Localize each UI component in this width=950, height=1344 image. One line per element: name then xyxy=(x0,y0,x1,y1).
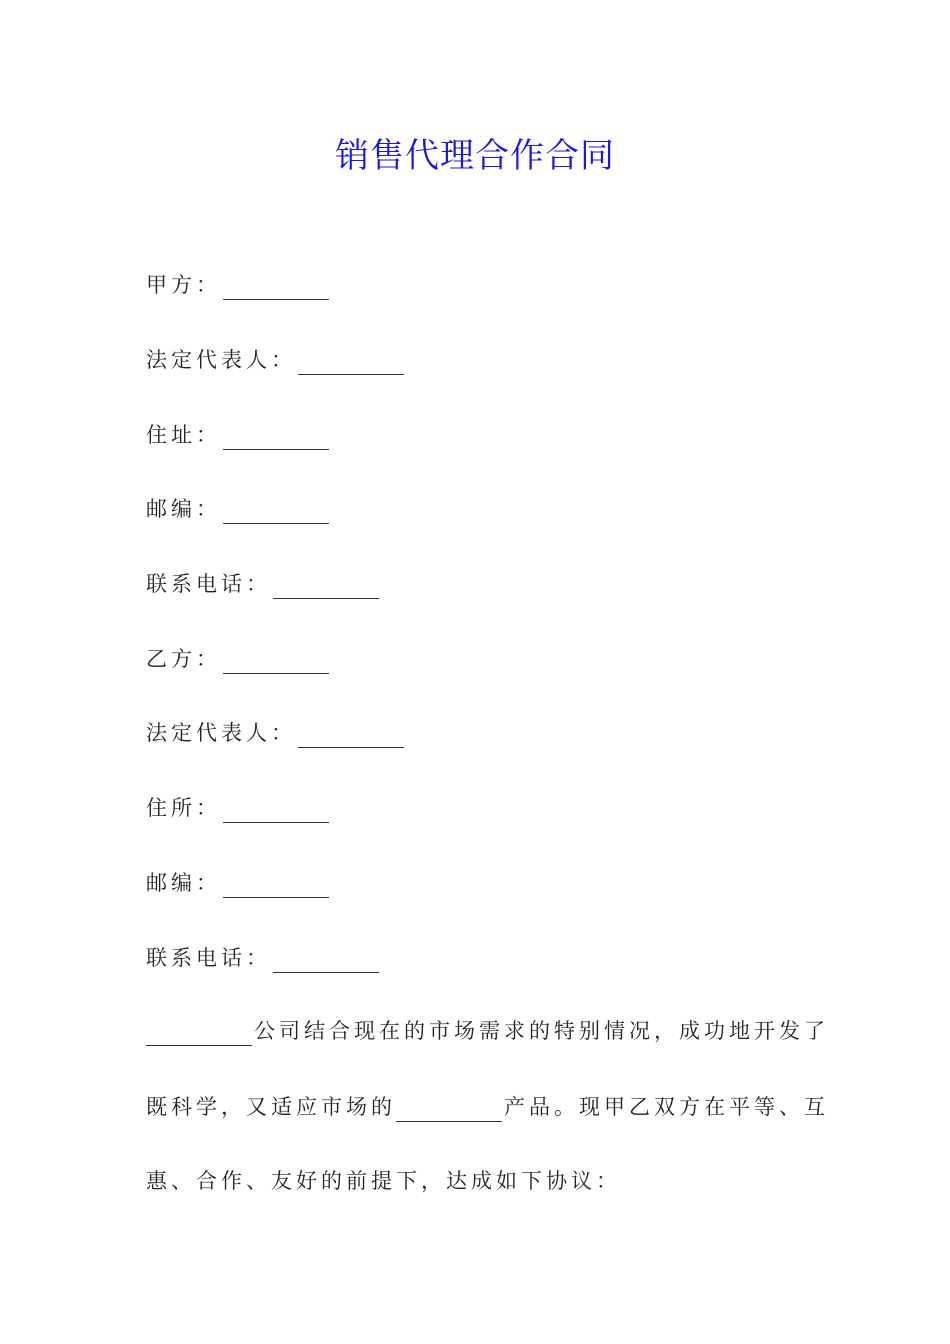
intro-line-1 xyxy=(146,1016,829,1046)
party-a-rep-field xyxy=(146,345,406,375)
party-b-rep-blank xyxy=(298,725,404,748)
party-b-name-blank xyxy=(223,651,329,674)
party-a-postcode-label: 邮编： xyxy=(146,497,221,521)
party-a-postcode-blank xyxy=(223,501,329,524)
intro-line-1-text: 公司结合现在的市场需求的特别情况，成功地开发了 xyxy=(254,1019,829,1043)
party-a-phone-field xyxy=(146,569,381,599)
party-a-rep-blank xyxy=(298,352,404,375)
party-a-phone-label: 联系电话： xyxy=(146,572,271,596)
party-b-rep-field xyxy=(146,718,406,748)
party-b-phone-label: 联系电话： xyxy=(146,946,271,970)
intro-line-2 xyxy=(146,1092,829,1122)
intro-line-3-text: 惠、合作、友好的前提下，达成如下协议： xyxy=(146,1169,621,1193)
party-a-name-blank xyxy=(223,277,329,300)
party-b-rep-label: 法定代表人： xyxy=(146,721,296,745)
party-b-phone-field xyxy=(146,943,381,973)
party-a-postcode-field xyxy=(146,494,331,524)
party-a-address-field xyxy=(146,420,331,450)
party-a-address-blank xyxy=(223,427,329,450)
party-b-name-label: 乙方： xyxy=(146,647,221,671)
party-b-postcode-label: 邮编： xyxy=(146,871,221,895)
party-b-address-field xyxy=(146,793,331,823)
party-a-rep-label: 法定代表人： xyxy=(146,348,296,372)
party-b-postcode-field xyxy=(146,868,331,898)
party-b-address-label: 住所： xyxy=(146,796,221,820)
party-b-phone-blank xyxy=(273,950,379,973)
party-b-address-blank xyxy=(223,800,329,823)
party-a-name-field xyxy=(146,270,331,300)
intro-line-2-after: 产品。现甲乙双方在平等、互 xyxy=(504,1095,829,1119)
party-a-phone-blank xyxy=(273,576,379,599)
intro-line-3 xyxy=(146,1166,806,1196)
product-name-blank xyxy=(396,1099,502,1122)
intro-line-2-before: 既科学，又适应市场的 xyxy=(146,1095,396,1119)
party-a-address-label: 住址： xyxy=(146,423,221,447)
party-b-name-field xyxy=(146,644,331,674)
company-name-blank xyxy=(146,1023,252,1046)
document-title: 销售代理合作合同 xyxy=(335,136,615,176)
party-b-postcode-blank xyxy=(223,875,329,898)
party-a-name-label: 甲方： xyxy=(146,273,221,297)
